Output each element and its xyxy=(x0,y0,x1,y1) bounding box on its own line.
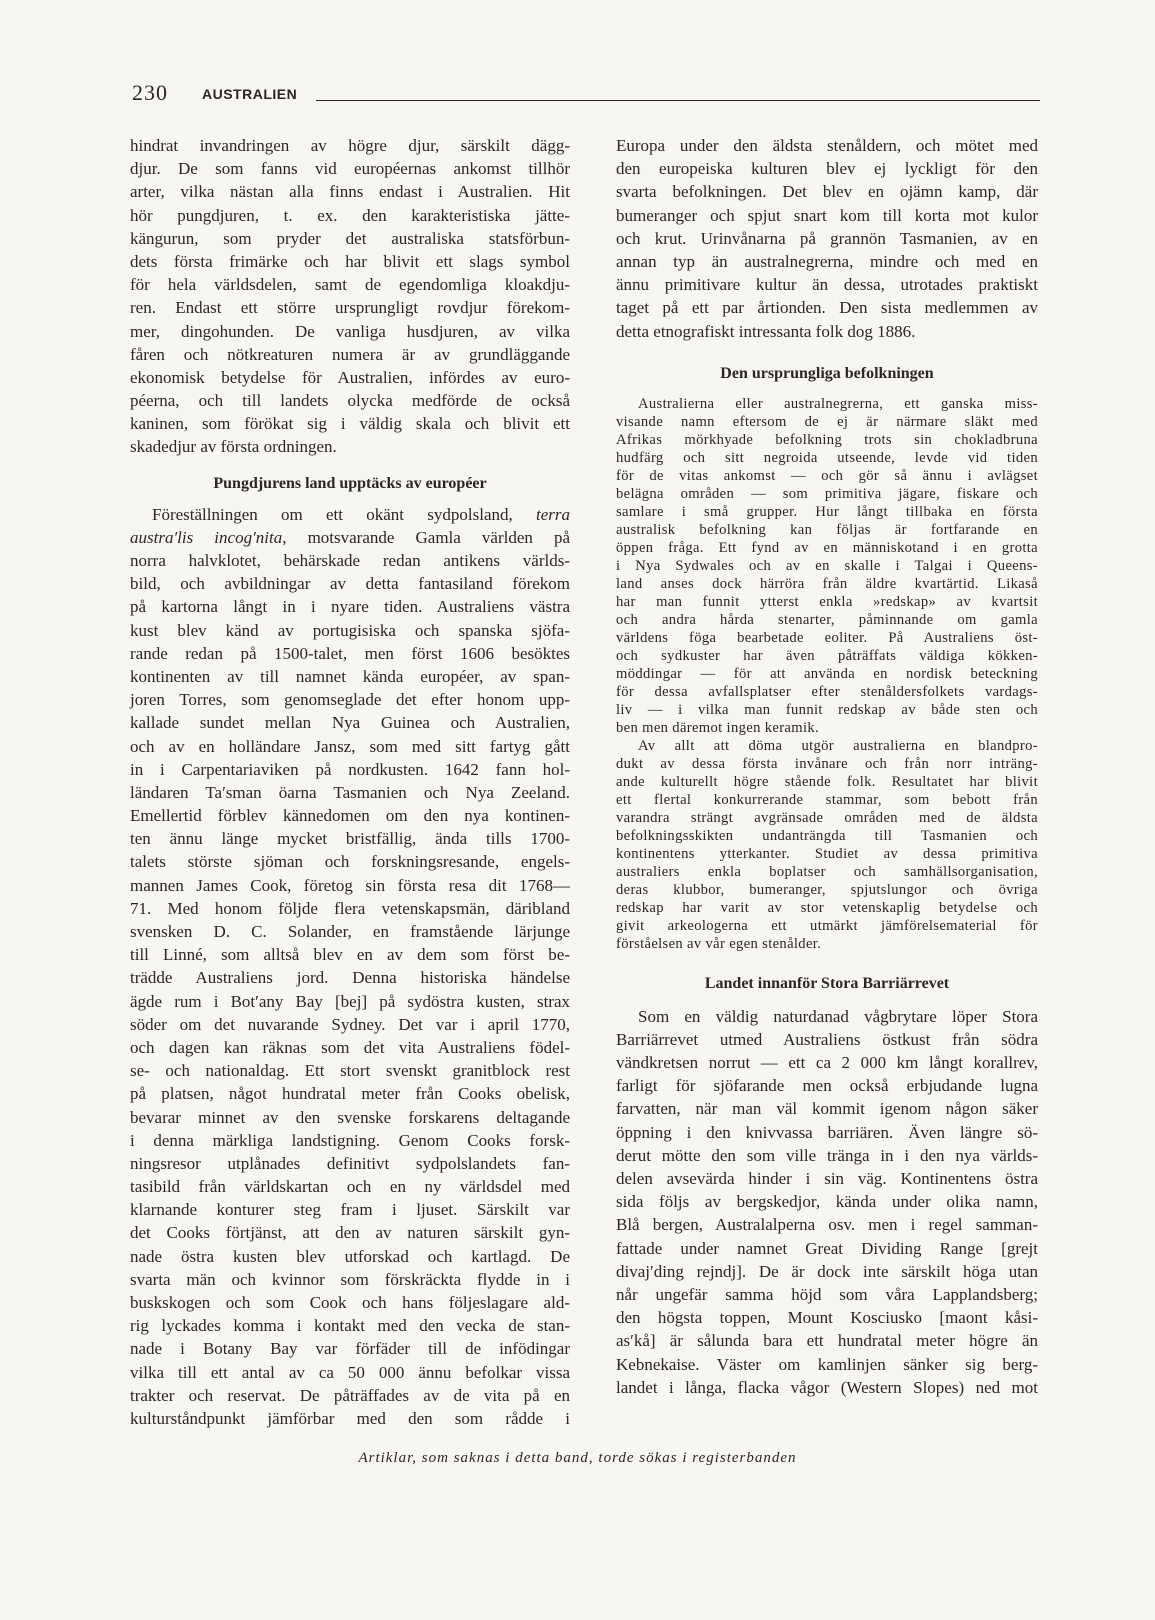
text-line: fattade under namnet Great Dividing Range [grejt xyxy=(616,1238,1038,1258)
text-line: trädde Australiens jord. Denna historiska händelse xyxy=(130,968,570,988)
text-line: svensken D. C. Solander, en framstående lärjunge xyxy=(130,922,570,941)
text-line: för dessa avfallsplatser efter stenåldersfolkets vardags- xyxy=(616,683,1038,700)
text-line: förståelsen av vår egen stenålder. xyxy=(616,935,822,952)
text-line: mannen James Cook, företog sin första resa dit 1768— xyxy=(130,875,570,895)
text-line: samlare i små grupper. Hur långt tillbaka en första xyxy=(616,503,1038,520)
text-line: öppning i den knivvassa barriären. Även längre sö- xyxy=(616,1122,1038,1142)
text-line: kängurun, som pryder det australiska statsförbun- xyxy=(130,228,570,248)
text-line: den högsta toppen, Mount Kosciusko [maont kåsi- xyxy=(616,1308,1038,1328)
text-line: kaninen, som förökat sig i väldig skala och blivit ett xyxy=(130,414,570,434)
text-line: klarnande konturer steg fram i ljuset. Särskilt var xyxy=(130,1200,570,1220)
text-line: Blå bergen, Australalperna osv. men i regel samman- xyxy=(616,1215,1038,1235)
text-line: kust blev känd av portugisiska och spanska sjöfa- xyxy=(130,620,570,640)
text-line: hudfärg och sitt negroida utseende, levde vid tiden xyxy=(616,449,1038,466)
paragraph xyxy=(616,395,1038,737)
text-line: för de vitas ankomst — och gör så ännu i avlägset xyxy=(616,467,1038,484)
text-line: delen avsevärda hinder i sin väg. Kontinentens östra xyxy=(616,1169,1038,1188)
section-heading: Landet innanför Stora Barriärrevet xyxy=(704,974,950,992)
text-line: bevarar minnet av den svenske forskarens deltagande xyxy=(130,1107,570,1127)
text-line: liv — i vilka man funnit redskap av både sten och xyxy=(616,701,1038,718)
text-line: Afrikas mörkhyade befolkning trots sin chokladbruna xyxy=(616,431,1038,448)
section-heading: Den ursprungliga befolkningen xyxy=(720,364,934,382)
text-line: rande redan på 1500-talet, men först 1606 besöktes xyxy=(130,643,570,663)
paragraph xyxy=(130,503,570,1431)
text-line: för hela världsdelen, samt de egendomliga kloakdju- xyxy=(130,275,570,295)
text-line: redskap har varit av stor vetenskaplig betydelse och xyxy=(616,899,1038,916)
text-line: péerna, och till landets olycka medförde de också xyxy=(130,391,570,411)
text-line: belägna områden — som primitiva jägare, fiskare och xyxy=(616,485,1038,502)
text-line xyxy=(130,503,570,526)
text-line: vilka till ett antal av ca 50 000 ännu befolkar vissa xyxy=(130,1362,570,1382)
section-heading: Pungdjurens land upptäcks av européer xyxy=(213,474,487,492)
text-line: ägde rum i Bot′any Bay [bej] på sydöstra kusten, strax xyxy=(130,991,570,1011)
text-line: och andra hårda stenarter, påminnande om gamla xyxy=(616,611,1038,628)
page-number: 230 xyxy=(132,80,168,105)
text-line: och sydkuster har även påträffats väldiga kökken- xyxy=(616,647,1038,664)
text-line: ningsresor utplånades definitivt sydpolslandets fan- xyxy=(130,1153,570,1173)
text-line: kontinentens ytterkanter. Studiet av dessa primitiva xyxy=(616,845,1038,862)
text-line: ten ännu länge mycket bristfällig, ända tills 1700- xyxy=(130,829,570,849)
text-line: på kartorna långt in i nyare tiden. Australiens västra xyxy=(130,597,570,617)
text-line: Barriärrevet utmed Australiens östkust från södra xyxy=(616,1029,1038,1049)
text-line: möddingar — för att använda en nordisk beteckning xyxy=(616,665,1038,682)
text-line: as′kå] är sålunda bara ett hundratal meter högre än xyxy=(616,1331,1038,1351)
text-line: landet i långa, flacka vågor (Western Slopes) ned mot xyxy=(616,1377,1038,1397)
paragraph xyxy=(616,134,1038,343)
header-rule xyxy=(316,100,1040,101)
text-line: ren. Endast ett större ursprungligt rovdjur förekom- xyxy=(130,298,570,318)
text-line: talets störste sjöman och forskningsresande, engels- xyxy=(130,852,570,872)
text-line: australisk befolkning kan följas är fortfarande en xyxy=(616,521,1038,538)
text-line: skadedjur av första ordningen. xyxy=(130,437,337,457)
text-line: sida följs av bergskedjor, kända under olika namn, xyxy=(616,1192,1038,1212)
text-line: nade i Botany Bay var förfäder till de infödingar xyxy=(130,1339,570,1359)
text-line: rig lyckades komma i kontakt med den vecka de stan- xyxy=(130,1316,570,1336)
text-line: till Linné, som alltså blev en av dem som först be- xyxy=(130,945,570,965)
text-line: kulturståndpunkt jämförbar med den som rådde i xyxy=(130,1408,570,1428)
text-line: dukt av dessa första invånare och från norr inträng- xyxy=(616,755,1038,772)
paragraph xyxy=(616,1005,1038,1399)
text-line: söder om det nuvarande Sydney. Det var i april 1770, xyxy=(130,1014,570,1034)
footer-note: Artiklar, som saknas i detta band, torde sökas i registerbanden xyxy=(358,1450,797,1466)
text-line: Emellertid förblev kännedomen om den nya kontinen- xyxy=(130,806,570,826)
text-line: givit arkeologerna ett utmärkt jämförelsematerial för xyxy=(616,917,1038,934)
text-line: annan typ än australnegrerna, mindre och med en xyxy=(616,251,1038,271)
text-line: bild, och avbildningar av detta fantasiland förekom xyxy=(130,574,570,594)
text-line: hör pungdjuren, t. ex. den karakteristiska jätte- xyxy=(130,205,570,225)
text-line: ekonomisk betydelse för Australien, infördes av euro- xyxy=(130,367,570,387)
text-line: Europa under den äldsta stenåldern, och mötet med xyxy=(616,136,1038,155)
text-line: öppen fråga. Ett fynd av en människotand i en grotta xyxy=(616,539,1038,556)
text-line: joren Torres, som genomseglade det efter honom upp- xyxy=(130,690,570,710)
text-line: Av allt att döma utgör australierna en blandpro- xyxy=(638,737,1038,754)
text-line: ett flertal konkurrerande stammar, som bebott från xyxy=(616,791,1038,808)
text-line: har man funnit ytterst enkla »redskap» av kvartsit xyxy=(616,593,1038,610)
text-line: visande namn eftersom de ej är närmare släkt med xyxy=(616,413,1038,430)
text-line: ännu primitivare kultur än dessa, utrotades praktiskt xyxy=(616,275,1038,295)
text-segment: , motsvarande Gamla världen på xyxy=(282,527,570,547)
text-line: fåren och nötkreaturen numera är av grundläggande xyxy=(130,344,570,364)
text-line: och av en holländare Jansz, som med sitt fartyg gått xyxy=(130,736,570,756)
text-line: på platsen, något hundratal meter från Cooks obelisk, xyxy=(130,1084,570,1104)
paragraph xyxy=(616,737,1038,953)
text-line: in i Carpentariaviken på nordkusten. 1642 fann hol- xyxy=(130,759,570,779)
text-line: ben men däremot ingen keramik. xyxy=(616,719,819,736)
text-line: detta etnografiskt intressanta folk dog 1886. xyxy=(616,321,916,341)
text-line: nade östra kusten blev utforskad och kartlagd. De xyxy=(130,1246,570,1266)
text-segment: Föreställningen om ett okänt sydpolsland, xyxy=(152,504,536,524)
text-line: i denna märkliga landstigning. Genom Cooks forsk- xyxy=(130,1130,570,1150)
text-line: den europeiska kulturen blev ej lyckligt för den xyxy=(616,159,1038,179)
text-line: 71. Med honom följde flera vetenskapsmän, däribland xyxy=(130,898,570,918)
text-line: taget på ett par årtionden. Den sista medlemmen av xyxy=(616,298,1038,318)
left-column xyxy=(130,134,570,1430)
page-header xyxy=(132,80,1040,110)
text-line xyxy=(130,526,570,549)
text-line: arter, vilka nästan alla finns endast i Australien. Hit xyxy=(130,182,570,202)
text-line: mer, dingohunden. De vanliga husdjuren, av vilka xyxy=(130,321,570,341)
text-line: hindrat invandringen av högre djur, särskilt dägg- xyxy=(130,136,570,155)
text-line: Kebnekaise. Väster om kamlinjen sänker sig berg- xyxy=(616,1354,1038,1374)
text-line: farvatten, när man väl kommit igenom någon säker xyxy=(616,1099,1038,1119)
text-line: trakter och reservat. De påträffades av de vita på en xyxy=(130,1385,570,1405)
paragraph xyxy=(130,134,570,459)
text-line: divaj′ding rejndj]. De är dock inte särskilt höga utan xyxy=(616,1261,1038,1281)
text-line: svarta befolkningen. Det blev en ojämn kamp, där xyxy=(616,182,1038,202)
text-line: derut mötte den som ville tränga in i den nya världs- xyxy=(616,1145,1038,1165)
text-line: kontinenten av till namnet kända européer, av span- xyxy=(130,666,570,686)
text-line: buskskogen och som Cook och hans följeslagare ald- xyxy=(130,1293,570,1312)
text-line: svarta män och kvinnor som förskräckta flydde in i xyxy=(130,1269,570,1289)
text-line: kallade sundet mellan Nya Guinea och Australien, xyxy=(130,713,570,733)
text-line: varandra strängt avgränsade områden med de äldsta xyxy=(616,809,1038,826)
text-line: deras klubbor, bumeranger, spjutslungor och övriga xyxy=(616,881,1038,898)
text-line: når ungefär samma höjd som våra Lapplandsberg; xyxy=(616,1284,1038,1304)
text-line: bumeranger och spjut snart kom till korta mot kulor xyxy=(616,205,1038,225)
right-column xyxy=(616,134,1038,1399)
text-line: ländaren Ta′sman öarna Tasmanien och Nya Zeeland. xyxy=(130,782,570,802)
text-line: i Nya Sydwales och av en skalle i Talgai i Queens- xyxy=(616,557,1038,574)
text-line: vändkretsen norrut — ett ca 2 000 km långt korallrev, xyxy=(616,1053,1038,1073)
text-line: befolkningsskikten undanträngda till Tasmanien och xyxy=(616,827,1038,844)
text-line: djur. De som fanns vid européernas ankomst tillhör xyxy=(130,159,570,179)
text-line: norra halvklotet, behärskade redan antikens världs- xyxy=(130,551,570,570)
text-line: Som en väldig naturdanad vågbrytare löper Stora xyxy=(638,1006,1038,1026)
text-line: farligt för sjöfarande men också erbjudande lugna xyxy=(616,1076,1038,1096)
text-line: världens föga bearbetade eoliter. På Australiens öst- xyxy=(616,629,1038,646)
text-line: det Cooks förtjänst, att den av naturen särskilt gyn- xyxy=(130,1223,570,1243)
italic-term: terra xyxy=(536,504,570,524)
running-head: AUSTRALIEN xyxy=(202,86,298,102)
text-line: Australierna eller australnegrerna, ett ganska miss- xyxy=(638,395,1038,412)
text-line: och krut. Urinvånarna på grannön Tasmanien, av en xyxy=(616,228,1038,248)
text-line: ande kulturellt högre stående folk. Resultatet har blivit xyxy=(616,773,1038,790)
text-line: tasibild från världskartan och en ny världsdel med xyxy=(130,1177,570,1197)
text-line: och dagen kan räknas som det vita Australiens födel- xyxy=(130,1037,570,1057)
text-line: australiers enkla boplatser och samhällsorganisation, xyxy=(616,863,1038,880)
text-line: dets första frimärke och har blivit ett slags symbol xyxy=(130,251,570,271)
text-line: se- och nationaldag. Ett stort svenskt granitblock rest xyxy=(130,1061,570,1081)
text-line: land anses dock härröra från äldre kvartärtid. Likaså xyxy=(616,575,1038,592)
italic-term: austra′lis incog′nita xyxy=(130,527,283,547)
